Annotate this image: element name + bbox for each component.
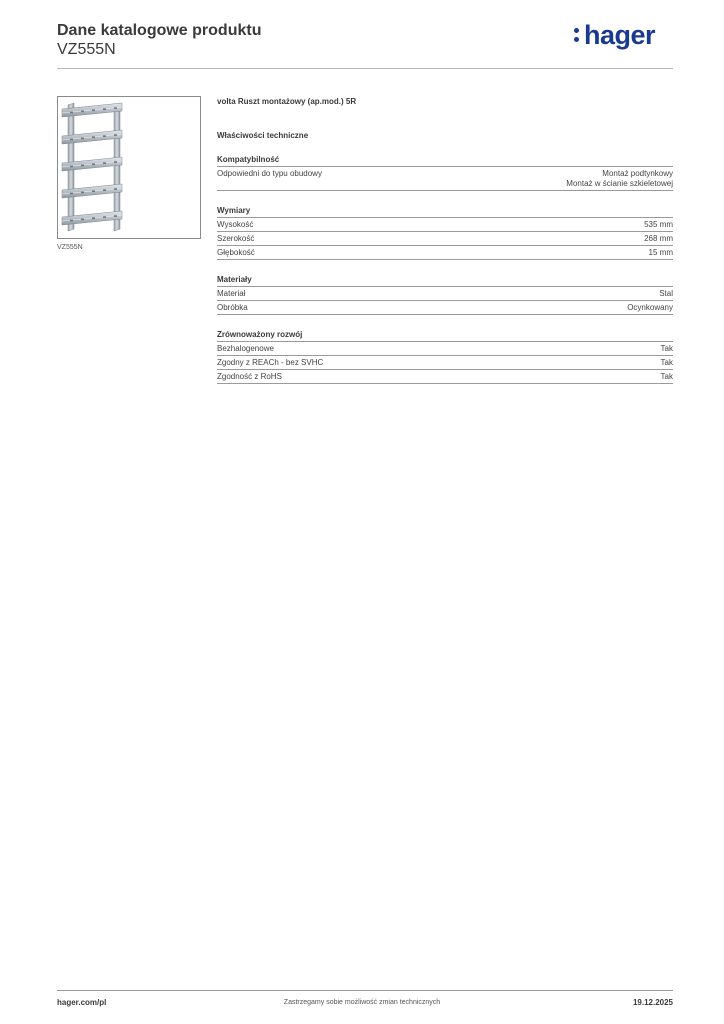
spec-row <box>217 342 673 356</box>
spec-value-line: Montaż w ścianie szkieletowej <box>566 179 673 188</box>
spec-row <box>217 370 673 384</box>
spec-value <box>659 289 673 299</box>
spec-label: Materiał <box>217 289 246 298</box>
spec-value-line: Tak <box>660 372 673 381</box>
spec-value <box>661 358 673 368</box>
spec-label: Odpowiedni do typu obudowy <box>217 169 322 178</box>
spec-value <box>661 344 673 354</box>
spec-row <box>217 232 673 246</box>
spec-section <box>217 205 673 260</box>
spec-value-line: Ocynkowany <box>627 303 673 312</box>
spec-value-line: 15 mm <box>648 248 673 257</box>
spec-label: Wysokość <box>217 220 254 229</box>
spec-sections <box>217 154 673 384</box>
footer-website: hager.com/pl <box>57 998 107 1007</box>
section-title: Wymiary <box>217 205 673 218</box>
hager-logo: hager <box>583 20 655 50</box>
spec-row <box>217 301 673 315</box>
spec-value <box>627 303 673 313</box>
spec-value-line: Stal <box>659 289 673 298</box>
spec-section <box>217 154 673 191</box>
spec-value-line: 535 mm <box>644 220 673 229</box>
image-caption: VZ555N <box>57 244 83 251</box>
footer-divider <box>57 990 673 991</box>
section-title: Materiały <box>217 274 673 287</box>
spec-label: Bezhalogenowe <box>217 344 274 353</box>
spec-label: Szerokość <box>217 234 255 243</box>
product-details <box>217 96 673 384</box>
spec-value <box>566 169 673 189</box>
section-title: Zrównoważony rozwój <box>217 329 673 342</box>
spec-value <box>644 234 673 244</box>
spec-section <box>217 274 673 315</box>
spec-value <box>649 248 673 258</box>
product-name: volta Ruszt montażowy (ap.mod.) 5R <box>217 97 357 106</box>
section-title: Kompatybilność <box>217 154 673 167</box>
spec-row <box>217 287 673 301</box>
spec-label: Obróbka <box>217 303 248 312</box>
logo-dots-icon <box>574 28 579 45</box>
spec-value-line: Tak <box>660 344 673 353</box>
spec-value-line: Montaż podtynkowy <box>602 169 673 178</box>
mounting-rail-illustration-icon <box>58 97 200 238</box>
spec-value-line: Tak <box>660 358 673 367</box>
footer-disclaimer: Zastrzegamy sobie możliwość zmian technicznych <box>283 999 441 1006</box>
product-code: VZ555N <box>57 41 116 58</box>
document-title: Dane katalogowe produktu <box>57 22 262 39</box>
spec-row <box>217 218 673 232</box>
properties-heading: Właściwości techniczne <box>217 131 309 140</box>
spec-row <box>217 167 673 191</box>
header-divider <box>57 68 673 69</box>
spec-section <box>217 329 673 384</box>
spec-value-line: 268 mm <box>644 234 673 243</box>
product-image <box>57 96 201 239</box>
spec-label: Głębokość <box>217 248 255 257</box>
spec-label: Zgodność z RoHS <box>217 372 282 381</box>
footer-date: 19.12.2025 <box>632 998 673 1007</box>
page-header <box>57 20 673 70</box>
spec-label: Zgodny z REACh - bez SVHC <box>217 358 324 367</box>
spec-row <box>217 246 673 260</box>
spec-value <box>661 372 673 382</box>
spec-value <box>644 220 673 230</box>
spec-row <box>217 356 673 370</box>
